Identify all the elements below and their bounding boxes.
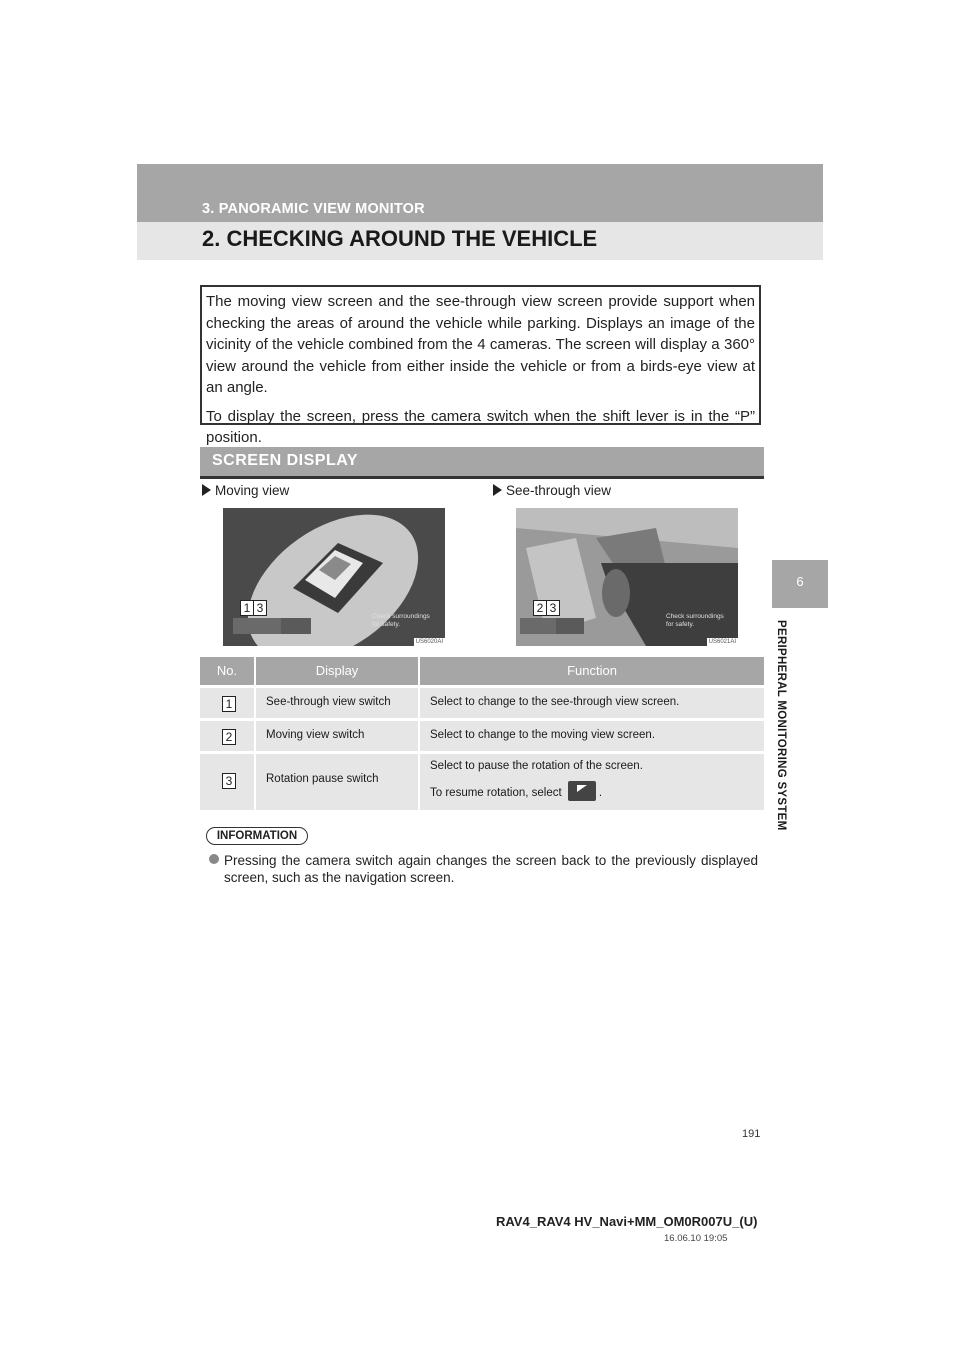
information-text-block bbox=[210, 852, 758, 886]
screen-display-heading-text: SCREEN DISPLAY bbox=[212, 452, 358, 469]
moving-view-label-text: Moving view bbox=[215, 483, 290, 498]
row-function-cell bbox=[420, 754, 764, 810]
section-title: 3. PANORAMIC VIEW MONITOR bbox=[202, 201, 425, 217]
table-header bbox=[200, 657, 764, 688]
header-no: No. bbox=[200, 657, 256, 685]
row-function: Select to pause the rotation of the screen. bbox=[430, 760, 643, 772]
callout-1: 1 bbox=[240, 600, 254, 616]
see-through-view-image bbox=[516, 508, 738, 646]
header-function: Function bbox=[567, 663, 617, 678]
chapter-label-container bbox=[771, 620, 787, 850]
information-text: Pressing the camera switch again changes the screen back to the previously displayed screen, such as the navigation screen. bbox=[224, 853, 758, 885]
moving-view-image bbox=[223, 508, 445, 646]
image-code: US6020AI bbox=[415, 639, 443, 645]
callout-3: 3 bbox=[253, 600, 267, 616]
see-through-caption-1: Check surroundings bbox=[666, 613, 724, 620]
row-display: See-through view switch bbox=[256, 688, 420, 718]
intro-box bbox=[200, 285, 761, 446]
header-display: Display bbox=[256, 657, 420, 685]
row-number: 1 bbox=[222, 696, 236, 712]
row-number: 2 bbox=[222, 729, 236, 745]
page-title: 2. CHECKING AROUND THE VEHICLE bbox=[202, 226, 598, 251]
see-through-caption-2: for safety. bbox=[666, 621, 695, 628]
callout-3: 3 bbox=[546, 600, 560, 616]
table-row bbox=[200, 721, 764, 754]
chapter-label: PERIPHERAL MONITORING SYSTEM bbox=[775, 620, 787, 831]
screen-display-heading bbox=[200, 447, 764, 479]
row-function: Select to change to the moving view screen. bbox=[430, 729, 656, 741]
chapter-number: 6 bbox=[796, 574, 804, 589]
print-date: 16.06.10 19:05 bbox=[664, 1233, 728, 1244]
resume-button-icon bbox=[568, 781, 596, 801]
document-id: RAV4_RAV4 HV_Navi+MM_OM0R007U_(U) bbox=[496, 1214, 758, 1229]
row-number: 3 bbox=[222, 773, 236, 789]
chapter-tab bbox=[772, 560, 828, 608]
intro-paragraph: The moving view screen and the see-through view screen provide support when checking the areas of around the vehicle while parking. Displays an image of the vicinity of the vehicle combined from the 4 cameras. The screen will display a 360° view around the vehicle from either inside the vehicle or from a birds-eye view at an angle. bbox=[206, 293, 755, 396]
image-code: US6021AI bbox=[708, 639, 736, 645]
table-row bbox=[200, 754, 764, 813]
moving-view-label bbox=[202, 483, 289, 498]
moving-caption-1: Check surroundings bbox=[372, 613, 430, 620]
row-function-period: . bbox=[598, 787, 603, 799]
information-tag: INFORMATION bbox=[206, 827, 308, 845]
callout-2: 2 bbox=[533, 600, 547, 616]
page-number: 191 bbox=[742, 1128, 761, 1140]
moving-view-illustration bbox=[223, 508, 445, 646]
row-display: Moving view switch bbox=[256, 721, 420, 751]
see-through-view-illustration bbox=[516, 508, 738, 646]
bullet-icon bbox=[209, 854, 219, 864]
intro-paragraph: To display the screen, press the camera switch when the shift lever is in the “P” position. bbox=[206, 407, 755, 446]
arrow-right-icon bbox=[202, 484, 211, 496]
row-display: Rotation pause switch bbox=[256, 754, 420, 810]
arrow-right-icon bbox=[493, 484, 502, 496]
see-through-view-label bbox=[493, 483, 611, 498]
row-function-resume: To resume rotation, select bbox=[430, 787, 562, 799]
table-row bbox=[200, 688, 764, 721]
see-through-view-label-text: See-through view bbox=[506, 483, 612, 498]
switch-table bbox=[200, 657, 764, 813]
moving-caption-2: for safety. bbox=[372, 621, 401, 628]
row-function: Select to change to the see-through view screen. bbox=[430, 696, 680, 708]
